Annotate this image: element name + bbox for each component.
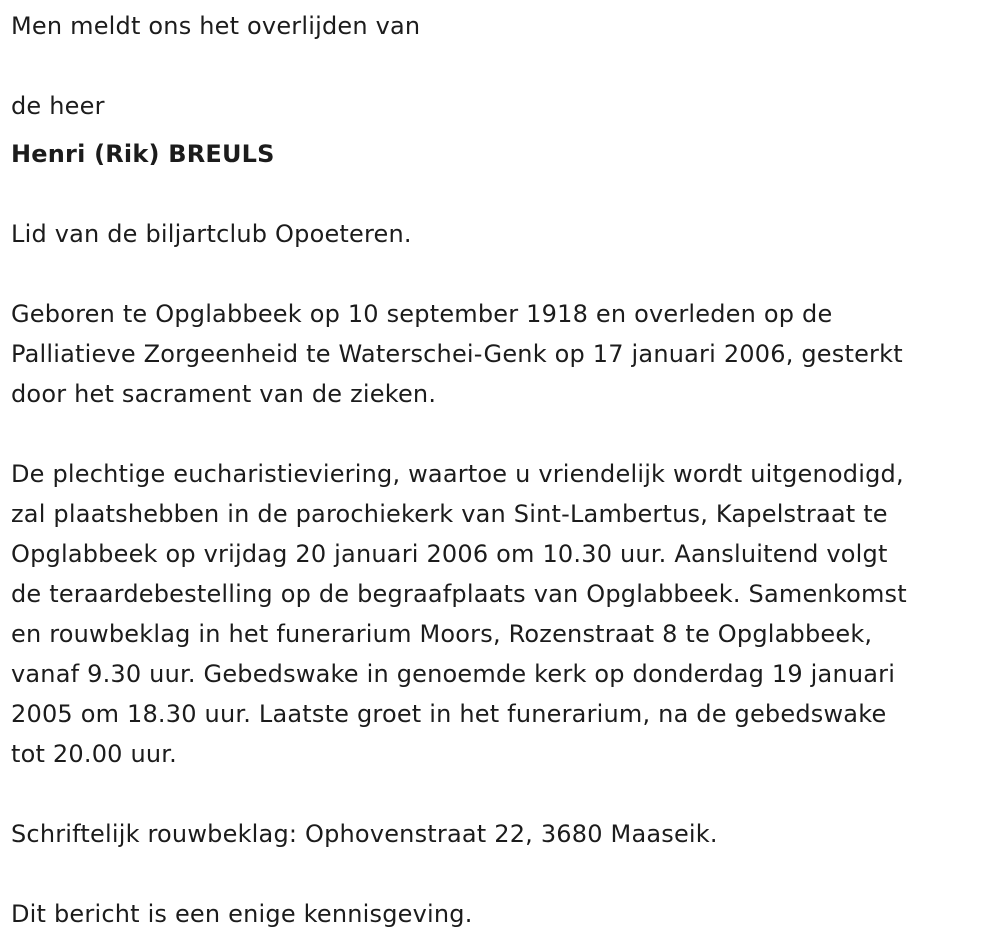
deceased-name: Henri (Rik) BREULS [11, 140, 275, 168]
paragraph-line: 2005 om 18.30 uur. Laatste groet in het funerarium, na de gebedswake [11, 700, 887, 728]
paragraph-line: De plechtige eucharistieviering, waartoe u vriendelijk wordt uitgenodigd, [11, 460, 904, 488]
paragraph-line: tot 20.00 uur. [11, 740, 177, 768]
paragraph-line: Opglabbeek op vrijdag 20 januari 2006 om 10.30 uur. Aansluitend volgt [11, 540, 888, 568]
club-membership: Lid van de biljartclub Opoeteren. [11, 220, 412, 248]
paragraph-line: en rouwbeklag in het funerarium Moors, Rozenstraat 8 te Opglabbeek, [11, 620, 873, 648]
paragraph-line: zal plaatshebben in de parochiekerk van Sint-Lambertus, Kapelstraat te [11, 500, 888, 528]
condolence-address: Schriftelijk rouwbeklag: Ophovenstraat 22, 3680 Maaseik. [11, 820, 718, 848]
notice-text: Dit bericht is een enige kennisgeving. [11, 900, 473, 928]
honorific: de heer [11, 92, 105, 120]
intro-text: Men meldt ons het overlijden van [11, 12, 421, 40]
birth-death-paragraph [11, 294, 903, 414]
paragraph-line: Palliatieve Zorgeenheid te Waterschei-Genk op 17 januari 2006, gesterkt [11, 340, 903, 368]
paragraph-line: de teraardebestelling op de begraafplaats van Opglabbeek. Samenkomst [11, 580, 907, 608]
paragraph-line: Geboren te Opglabbeek op 10 september 1918 en overleden op de [11, 300, 833, 328]
ceremony-paragraph [11, 454, 907, 774]
paragraph-line: vanaf 9.30 uur. Gebedswake in genoemde kerk op donderdag 19 januari [11, 660, 896, 688]
paragraph-line: door het sacrament van de zieken. [11, 380, 437, 408]
